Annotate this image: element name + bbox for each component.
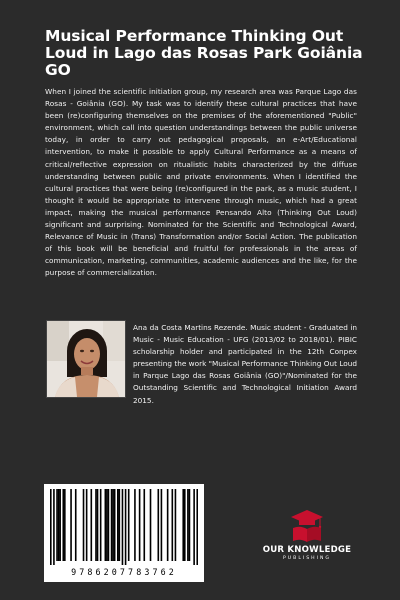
barcode-bar [193,489,195,565]
barcode-bar [95,489,97,561]
book-title: Musical Performance Thinking Out Loud in Lago das Rosas Park Goiânia GO [45,27,363,79]
barcode-bar [86,489,88,561]
barcode-bar [143,489,145,561]
barcode-bar [117,489,119,561]
barcode-bar [182,489,184,561]
publisher-subtitle: PUBLISHING [283,556,331,561]
barcode-bar [105,489,107,561]
barcode-bar [53,489,55,565]
barcode-bar [161,489,163,561]
barcode-bars [50,489,198,565]
barcode-bar [75,489,77,561]
barcode-bar [128,489,130,561]
barcode-bar [175,489,177,561]
barcode-bar [56,489,58,561]
author-photo [46,320,126,398]
barcode-bar [111,489,113,561]
barcode-bar [139,489,141,561]
author-portrait-image [47,321,125,397]
barcode-bar [119,489,121,561]
barcode-bar [70,489,72,561]
author-bio: Ana da Costa Martins Rezende. Music student - Graduated in Music - Music Education - UFG (2013/02 to 2018/01). PIBIC scholarship holder and participated in the 12th Conpex presenting the work "Musical Performance Thinking Out Loud in Parque Lago das Rosas Goiânia (GO)"/Nominated for the Outstanding Scientific and Technological Initiation Award 2015. [133,323,357,405]
barcode-bar [114,489,116,561]
isbn-number: 9786207783762 [71,567,177,577]
barcode-bar [97,489,99,561]
barcode-bar [172,489,174,561]
barcode-bar [167,489,169,561]
barcode-bar [134,489,136,561]
barcode-bar [108,489,110,561]
barcode-bar [187,489,189,561]
barcode-bar [64,489,66,561]
barcode [44,484,204,582]
barcode-bar [196,489,198,565]
barcode-bar [122,489,124,565]
barcode-bar [157,489,159,561]
barcode-bar [184,489,186,561]
publisher-block [262,508,352,578]
barcode-bar [189,489,191,561]
barcode-bar [62,489,64,561]
barcode-bar [83,489,85,561]
barcode-bar [112,489,114,561]
barcode-bar [50,489,52,565]
barcode-bar [100,489,102,561]
barcode-bar [106,489,108,561]
barcode-bar [150,489,152,561]
barcode-bar [59,489,61,561]
book-abstract: When I joined the scientific initiation group, my research area was Parque Lago das Rosas - Goiânia (GO). My task was to identify these cultural practices that have been (re)configuring themselves on the premises of the aforementioned "Public" environment, which call into question understandings between the public universe today, in order to carry out pedagogical proposals, an e-Art/Educational intervention, to make it possible to apply Cultural Performance as a means of critical/reflective expression on ritualistic habits characterized by the diffuse understanding between public and private environments. When I identified the cultural practices that were being (re)configured in the park, as a music student, I thought it would be appropriate to intervene through music, which had a great impact, making the musical performance Pensando Alto (Thinking Out Loud) significant and surprising. Nominated for the Scientific and Technological Award, Relevance of Music in (Trans) Transformation and/or Social Action. The publication of this book will be beneficial and fruitful for professionals in the areas of communication, marketing, communities, academic audiences and the like, for the purpose of commercialization. [45,87,357,278]
barcode-bar [125,489,127,565]
barcode-bar [91,489,93,561]
barcode-bar [58,489,60,561]
publisher-name: OUR KNOWLEDGE [262,545,352,555]
graduation-cap-book-icon [290,508,324,544]
